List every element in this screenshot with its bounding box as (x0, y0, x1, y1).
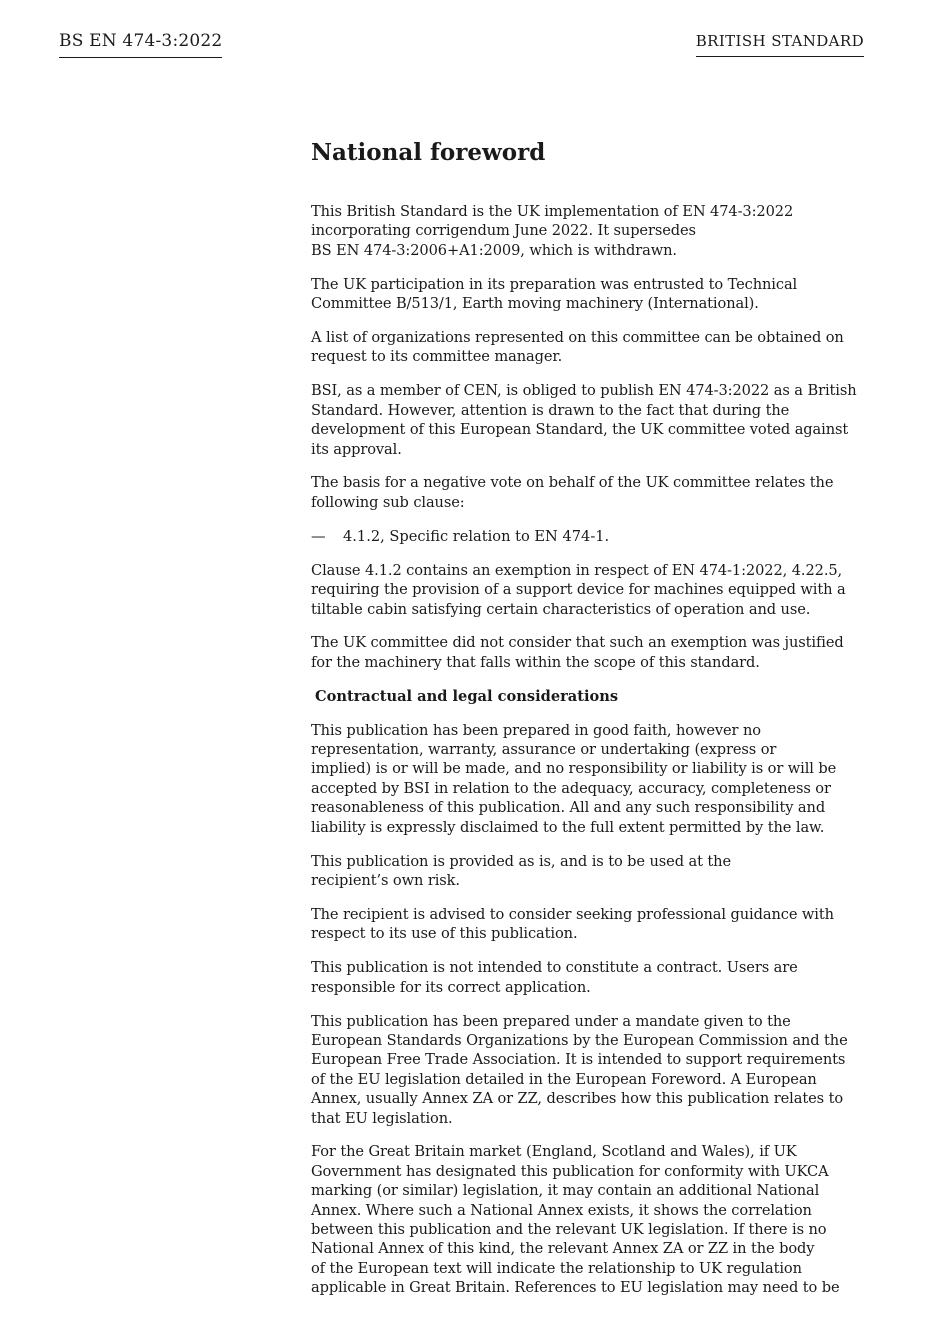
paragraph-negative-vote (311, 473, 867, 512)
text-line: responsible for its correct application. (311, 978, 591, 996)
document-type: BRITISH STANDARD (696, 32, 864, 57)
text-line: Committee B/513/1, Earth moving machinery (International). (311, 295, 759, 313)
text-line: Clause 4.1.2 contains an exemption in respect of EN 474-1:2022, 4.22.5, (311, 561, 843, 579)
paragraph-great-britain-market (311, 1142, 867, 1297)
text-line: liability is expressly disclaimed to the full extent permitted by the law. (311, 818, 825, 836)
text-line: between this publication and the relevant UK legislation. If there is no (311, 1221, 827, 1239)
text-line: following sub clause: (311, 493, 465, 511)
list-item-text: 4.1.2, Specific relation to EN 474-1. (343, 527, 610, 545)
text-line: Annex. Where such a National Annex exists, it shows the correlation (311, 1201, 812, 1219)
text-line: reasonableness of this publication. All and any such responsibility and (311, 799, 826, 817)
text-line: representation, warranty, assurance or undertaking (express or (311, 741, 777, 759)
text-line: of the EU legislation detailed in the European Foreword. A European (311, 1070, 817, 1088)
text-line: The basis for a negative vote on behalf of the UK committee relates the (311, 474, 834, 492)
paragraph-exemption (311, 561, 867, 619)
text-line: A list of organizations represented on this committee can be obtained on (311, 329, 844, 347)
text-line: The recipient is advised to consider seeking professional guidance with (311, 905, 834, 923)
text-line: This publication has been prepared in good faith, however no (311, 721, 761, 739)
list-dash: — (311, 527, 326, 545)
text-line: This publication is not intended to constitute a contract. Users are (311, 959, 798, 977)
text-line: Annex, usually Annex ZA or ZZ, describes how this publication relates to (311, 1090, 844, 1108)
text-line: request to its committee manager. (311, 348, 563, 366)
text-line: BSI, as a member of CEN, is obliged to publish EN 474-3:2022 as a British (311, 382, 857, 400)
text-line: accepted by BSI in relation to the adequacy, accuracy, completeness or (311, 779, 831, 797)
paragraph-participation (311, 275, 867, 314)
text-line: recipient’s own risk. (311, 871, 460, 889)
text-line: Government has designated this publication for conformity with UKCA (311, 1162, 829, 1180)
section-heading: Contractual and legal considerations (315, 687, 619, 705)
list-item (311, 527, 867, 546)
text-line: European Free Trade Association. It is intended to support requirements (311, 1051, 846, 1069)
text-line: that EU legislation. (311, 1109, 453, 1127)
text-line: This British Standard is the UK implementation of EN 474-3:2022 (311, 203, 794, 220)
paragraph-cen-obligation (311, 381, 867, 459)
paragraph-guidance (311, 905, 867, 944)
text-line: European Standards Organizations by the European Commission and the (311, 1031, 848, 1049)
document-id: BS EN 474-3:2022 (59, 31, 222, 58)
text-line: respect to its use of this publication. (311, 925, 578, 943)
paragraph-implementation (311, 202, 867, 260)
text-line: requiring the provision of a support device for machines equipped with a (311, 581, 846, 599)
text-line: implied) is or will be made, and no responsibility or liability is or will be (311, 760, 837, 778)
paragraph-good-faith (311, 721, 867, 837)
text-line: its approval. (311, 440, 402, 458)
paragraph-organizations (311, 328, 867, 367)
text-line: marking (or similar) legislation, it may contain an additional National (311, 1182, 820, 1200)
paragraph-not-contract (311, 958, 867, 997)
text-line: incorporating corrigendum June 2022. It supersedes (311, 222, 696, 240)
paragraph-mandate (311, 1012, 867, 1128)
text-line: applicable in Great Britain. References to EU legislation may need to be (311, 1279, 840, 1297)
text-line: This publication is provided as is, and is to be used at the (311, 852, 732, 870)
text-line: This publication has been prepared under a mandate given to the (311, 1012, 791, 1030)
main-content (311, 138, 867, 1312)
text-line: tiltable cabin satisfying certain characteristics of operation and use. (311, 600, 811, 618)
text-line: BS EN 474-3:2006+A1:2009, which is withdrawn. (311, 241, 677, 259)
page-title: National foreword (311, 139, 546, 166)
text-line: of the European text will indicate the relationship to UK regulation (311, 1259, 802, 1277)
text-line: Standard. However, attention is drawn to the fact that during the (311, 401, 790, 419)
text-line: for the machinery that falls within the scope of this standard. (311, 653, 760, 671)
text-line: development of this European Standard, the UK committee voted against (311, 421, 849, 439)
text-line: National Annex of this kind, the relevant Annex ZA or ZZ in the body (311, 1240, 815, 1258)
paragraph-as-is (311, 852, 867, 891)
text-line: The UK participation in its preparation was entrusted to Technical (311, 275, 798, 293)
text-line: For the Great Britain market (England, Scotland and Wales), if UK (311, 1143, 797, 1161)
text-line: The UK committee did not consider that such an exemption was justified (311, 634, 844, 652)
paragraph-committee-view (311, 633, 867, 672)
